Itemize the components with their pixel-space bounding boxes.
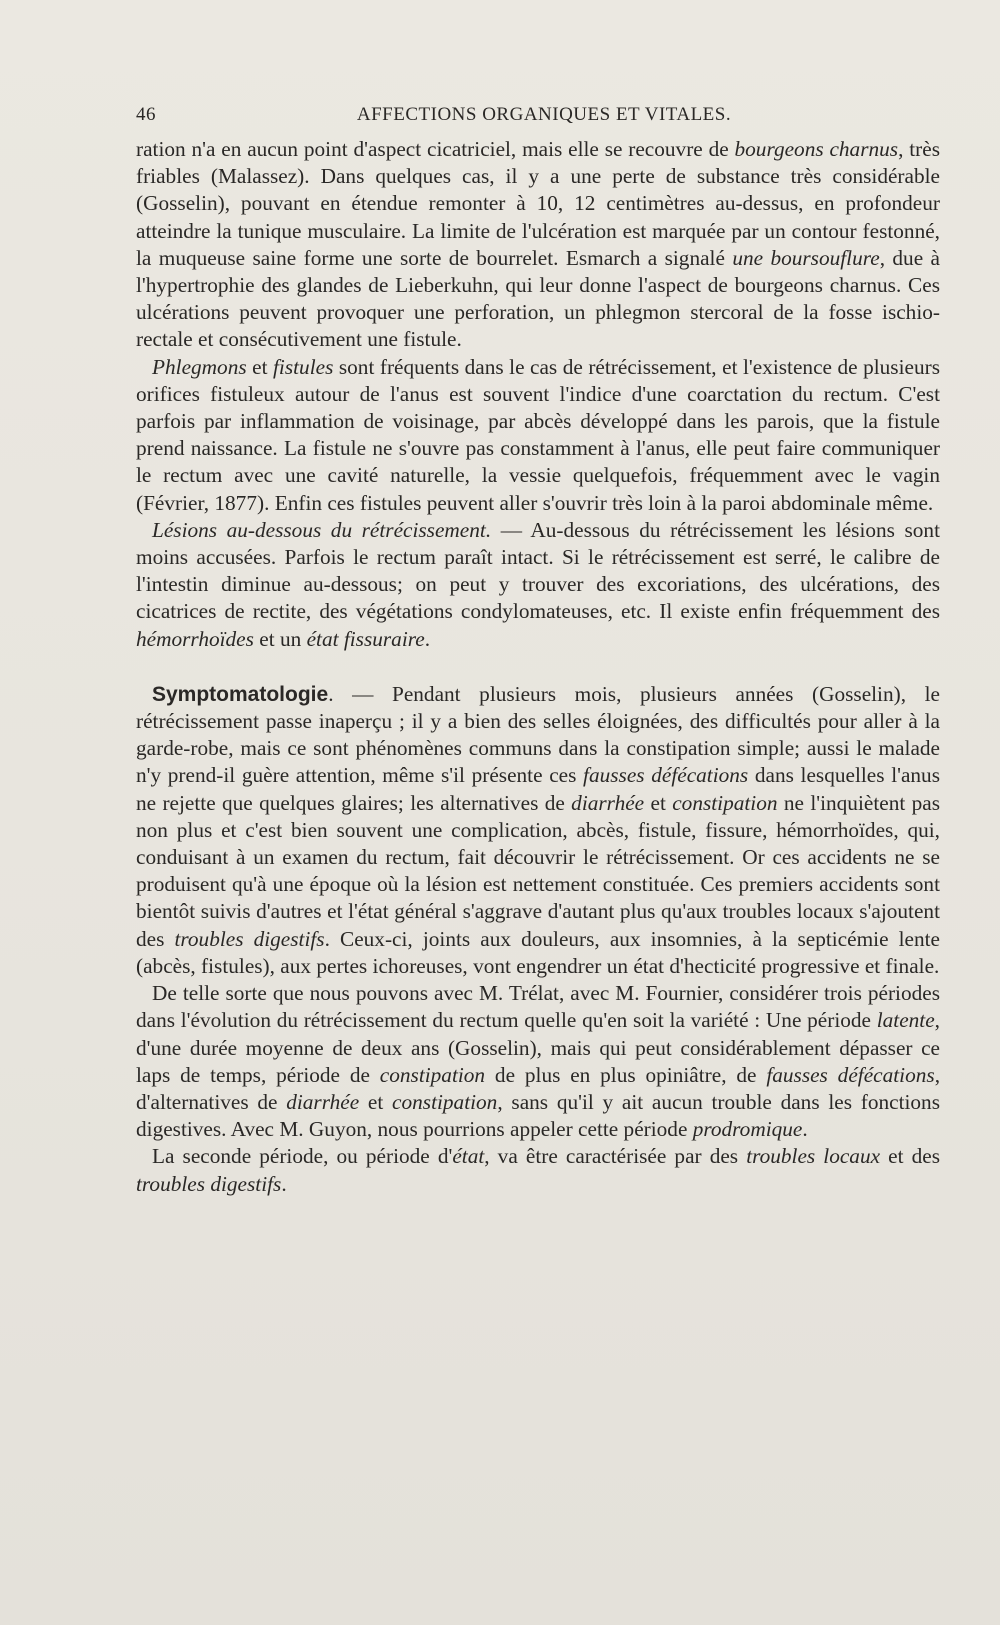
italic-term: état — [452, 1144, 485, 1169]
italic-term: Phlegmons — [152, 354, 247, 379]
italic-term: état fissuraire — [306, 626, 425, 651]
italic-term: bourgeons charnus — [734, 137, 899, 161]
paragraph-seconde-periode: La seconde période, ou période d'état, va être caractérisée par des troubles locaux et des troubles digestifs. — [136, 1144, 940, 1196]
italic-term: constipation — [392, 1089, 498, 1114]
paragraph-ulceration: ration n'a en aucun point d'aspect cicatriciel, mais elle se recouvre de bourgeons charnus, très friables (Malassez). Dans quelques cas, il y a une perte de substance très considérable (Gosselin), pouvant en étendue remonter à 10, 12 centimètres au-dessus, en profondeur atteindre la tunique musculaire. La limite de l'ulcération est marquée par un contour festonné, la muqueuse saine forme une sorte de bourrelet. Esmarch a signalé une boursouflure, due à l'hypertrophie des glandes de Lieberkuhn, qui leur donne l'aspect de bourgeons charnus. Ces ulcérations peuvent provoquer une perforation, un phlegmon stercoral de la fosse ischio-rectale et consécutivement une fistule. — [136, 137, 941, 352]
italic-term: une boursouflure — [732, 245, 880, 270]
italic-term: latente — [876, 1008, 935, 1033]
italic-term: troubles digestifs — [136, 1171, 282, 1196]
italic-term: troubles digestifs — [174, 926, 325, 951]
body-text — [136, 136, 940, 1198]
italic-term: diarrhée — [571, 790, 645, 815]
paragraph-symptomatologie: Symptomatologie. — Pendant plusieurs mois, plusieurs années (Gosselin), le rétrécissement passe inaperçu ; il y a bien des selles éloignées, des difficultés pour aller à la garde-robe, mais ce sont phénomènes communs dans la constipation simple; aussi le malade n'y prend-il guère attention, même s'il présente ces fausses défécations dans lesquelles l'anus ne rejette que quelques glaires; les alternatives de diarrhée et constipation ne l'inquiètent pas non plus et c'est bien souvent une complication, abcès, fistule, fissure, hémorrhoïdes, qui, conduisant à un examen du rectum, fait découvrir le rétrécissement. Or ces accidents ne se produisent qu'à une époque où la lésion est nettement constituée. Ces premiers accidents sont bientôt suivis d'autres et l'état général s'aggrave d'autant plus qu'aux troubles locaux s'ajoutent des troubles digestifs. Ceux-ci, joints aux douleurs, aux insomnies, à la septicémie lente (abcès, fistules), aux pertes ichoreuses, vont engendrer un état d'hecticité progressive et finale. — [136, 681, 941, 978]
italic-term: prodromique — [692, 1117, 803, 1142]
italic-term: constipation — [379, 1062, 486, 1087]
page-number: 46 — [136, 104, 156, 125]
italic-term: fistules — [273, 354, 334, 379]
italic-term: troubles locaux — [746, 1144, 881, 1169]
section-subheading: Lésions au-dessous du rétrécissement. — [152, 517, 492, 542]
italic-term: diarrhée — [286, 1089, 360, 1114]
running-title: AFFECTIONS ORGANIQUES ET VITALES. — [356, 104, 732, 125]
section-heading: Symptomatologie — [152, 682, 329, 706]
section-gap — [136, 653, 940, 681]
italic-term: constipation — [672, 790, 778, 815]
paragraph-lesions: Lésions au-dessous du rétrécissement. — Au-dessous du rétrécissement les lésions sont moins accusées. Parfois le rectum paraît intact. Si le rétrécissement est serré, le calibre de l'intestin diminue au-dessous; on peut y trouver des excoriations, des ulcérations, des cicatrices de rectite, des végétations condylomateuses, etc. Il existe enfin fréquemment des hémorrhoïdes et un état fissuraire. — [136, 517, 940, 651]
italic-term: hémorrhoïdes — [136, 626, 254, 651]
paragraph-periodes: De telle sorte que nous pouvons avec M. Trélat, avec M. Fournier, considérer trois périodes dans l'évolution du rétrécissement du rectum quelle qu'en soit la variété : Une période latente, d'une durée moyenne de deux ans (Gosselin), mais qui peut considérablement dépasser ce laps de temps, période de constipation de plus en plus opiniâtre, de fausses défécations, d'alternatives de diarrhée et constipation, sans qu'il y ait aucun trouble dans les fonctions digestives. Avec M. Guyon, nous pourrions appeler cette période prodromique. — [136, 981, 941, 1142]
italic-term: fausses défécations — [766, 1062, 935, 1087]
paragraph-fistules: Phlegmons et fistules sont fréquents dans le cas de rétrécissement, et l'existence de plusieurs orifices fistuleux autour de l'anus est souvent l'indice d'une coarctation du rectum. C'est parfois par inflammation de voisinage, par abcès développé dans les parois, que la fistule prend naissance. La fistule ne s'ouvre pas constamment à l'anus, elle peut faire communiquer le rectum avec une cavité naturelle, la vessie quelquefois, fréquemment avec le vagin (Février, 1877). Enfin ces fistules peuvent aller s'ouvrir très loin à la paroi abdominale même. — [136, 354, 940, 515]
italic-term: fausses défécations — [583, 763, 749, 788]
